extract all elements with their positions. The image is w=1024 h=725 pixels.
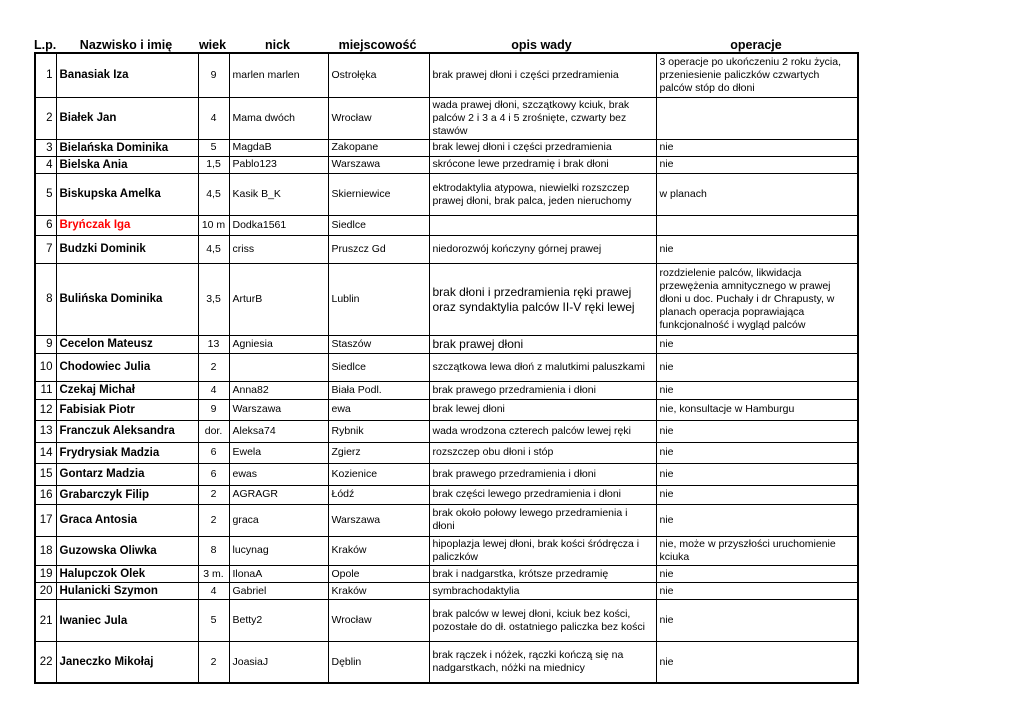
cell-operations: nie xyxy=(656,353,858,381)
table-row xyxy=(35,156,858,173)
cell-nick: Dodka1561 xyxy=(229,216,328,236)
cell-lp: 19 xyxy=(35,565,56,582)
table-row xyxy=(35,442,858,463)
cell-city: Staszów xyxy=(328,336,429,354)
cell-lp: 3 xyxy=(35,139,56,156)
cell-defect xyxy=(429,216,656,236)
cell-operations: nie xyxy=(656,156,858,173)
cell-lp: 8 xyxy=(35,264,56,336)
cell-city: Dęblin xyxy=(328,642,429,683)
header-age: wiek xyxy=(198,38,227,52)
cell-name: Frydrysiak Madzia xyxy=(56,442,198,463)
table-row xyxy=(35,236,858,264)
cell-lp: 7 xyxy=(35,236,56,264)
cell-name: Czekaj Michał xyxy=(56,381,198,399)
cell-age: 4,5 xyxy=(198,236,229,264)
cell-age: 3 m. xyxy=(198,565,229,582)
cell-city: Skierniewice xyxy=(328,174,429,216)
table-row xyxy=(35,53,858,97)
cell-name: Bryńczak Iga xyxy=(56,216,198,236)
cell-defect: brak prawego przedramienia i dłoni xyxy=(429,463,656,485)
cell-nick: Pablo123 xyxy=(229,156,328,173)
cell-lp: 13 xyxy=(35,420,56,442)
cell-name: Białek Jan xyxy=(56,97,198,139)
cell-defect: wada prawej dłoni, szczątkowy kciuk, brak palców 2 i 3 a 4 i 5 zrośnięte, czwarty bez stawów xyxy=(429,97,656,139)
cell-name: Banasiak Iza xyxy=(56,53,198,97)
cell-lp: 12 xyxy=(35,399,56,420)
table-row xyxy=(35,485,858,504)
cell-age: 4 xyxy=(198,97,229,139)
cell-nick: Ewela xyxy=(229,442,328,463)
cell-nick: Mama dwóch xyxy=(229,97,328,139)
cell-name: Bielańska Dominika xyxy=(56,139,198,156)
cell-age: 4 xyxy=(198,583,229,600)
cell-nick: Gabriel xyxy=(229,583,328,600)
cell-age: 6 xyxy=(198,442,229,463)
cell-name: Bulińska Dominika xyxy=(56,264,198,336)
patients-table xyxy=(34,52,859,684)
table-row xyxy=(35,420,858,442)
cell-defect: brak rączek i nóżek, rączki kończą się na nadgarstkach, nóżki na miednicy xyxy=(429,642,656,683)
cell-city: Kraków xyxy=(328,583,429,600)
table-row xyxy=(35,463,858,485)
table-row xyxy=(35,399,858,420)
cell-defect: wada wrodzona czterech palców lewej ręki xyxy=(429,420,656,442)
header-nick: nick xyxy=(264,38,290,52)
cell-operations: nie, może w przyszłości uruchomienie kciuka xyxy=(656,536,858,565)
cell-age: 4,5 xyxy=(198,174,229,216)
cell-nick: ewas xyxy=(229,463,328,485)
table-row xyxy=(35,381,858,399)
cell-defect: brak prawej dłoni i części przedramienia xyxy=(429,53,656,97)
cell-age: 9 xyxy=(198,53,229,97)
cell-operations: rozdzielenie palców, likwidacja przewężenia amnitycznego w prawej dłoni u doc. Puchały i dr Chrapusty, w planach operacja poprawiająca funkcjonalność i wygląd palców xyxy=(656,264,858,336)
cell-nick: graca xyxy=(229,504,328,536)
cell-operations: nie xyxy=(656,336,858,354)
cell-lp: 16 xyxy=(35,485,56,504)
cell-operations: nie xyxy=(656,139,858,156)
cell-city: Pruszcz Gd xyxy=(328,236,429,264)
cell-lp: 1 xyxy=(35,53,56,97)
cell-city: Wrocław xyxy=(328,97,429,139)
cell-operations: nie xyxy=(656,485,858,504)
cell-city: Zgierz xyxy=(328,442,429,463)
table-header-row xyxy=(34,34,859,52)
cell-age: 5 xyxy=(198,139,229,156)
cell-defect: brak około połowy lewego przedramienia i dłoni xyxy=(429,504,656,536)
cell-name: Grabarczyk Filip xyxy=(56,485,198,504)
cell-defect: niedorozwój kończyny górnej prawej xyxy=(429,236,656,264)
cell-operations: nie, konsultacje w Hamburgu xyxy=(656,399,858,420)
cell-age: 3,5 xyxy=(198,264,229,336)
cell-name: Budzki Dominik xyxy=(56,236,198,264)
cell-city: Lublin xyxy=(328,264,429,336)
cell-name: Graca Antosia xyxy=(56,504,198,536)
cell-city: Kozienice xyxy=(328,463,429,485)
cell-name: Chodowiec Julia xyxy=(56,353,198,381)
cell-city: Ostrołęka xyxy=(328,53,429,97)
cell-lp: 6 xyxy=(35,216,56,236)
cell-lp: 18 xyxy=(35,536,56,565)
cell-city: Opole xyxy=(328,565,429,582)
cell-name: Bielska Ania xyxy=(56,156,198,173)
header-lp: L.p. xyxy=(34,38,57,52)
cell-defect: symbrachodaktylia xyxy=(429,583,656,600)
cell-operations: nie xyxy=(656,504,858,536)
header-name: Nazwisko i imię xyxy=(79,38,173,52)
cell-operations: nie xyxy=(656,236,858,264)
cell-city: Warszawa xyxy=(328,156,429,173)
cell-name: Fabisiak Piotr xyxy=(56,399,198,420)
cell-nick: Aleksa74 xyxy=(229,420,328,442)
cell-lp: 22 xyxy=(35,642,56,683)
cell-lp: 21 xyxy=(35,600,56,642)
cell-nick: JoasiaJ xyxy=(229,642,328,683)
cell-defect: brak dłoni i przedramienia ręki prawej oraz syndaktylia palców II-V ręki lewej xyxy=(429,264,656,336)
cell-operations: nie xyxy=(656,463,858,485)
cell-defect: brak i nadgarstka, krótsze przedramię xyxy=(429,565,656,582)
table-row xyxy=(35,353,858,381)
table-row xyxy=(35,565,858,582)
table-row xyxy=(35,600,858,642)
cell-age: 2 xyxy=(198,485,229,504)
cell-age: 1,5 xyxy=(198,156,229,173)
cell-city: Biała Podl. xyxy=(328,381,429,399)
cell-age: 13 xyxy=(198,336,229,354)
cell-city: Wrocław xyxy=(328,600,429,642)
cell-age: 2 xyxy=(198,504,229,536)
cell-lp: 14 xyxy=(35,442,56,463)
cell-defect: szczątkowa lewa dłoń z malutkimi paluszkami xyxy=(429,353,656,381)
cell-name: Iwaniec Jula xyxy=(56,600,198,642)
cell-lp: 17 xyxy=(35,504,56,536)
cell-defect: brak prawego przedramienia i dłoni xyxy=(429,381,656,399)
cell-name: Janeczko Mikołaj xyxy=(56,642,198,683)
table-row xyxy=(35,536,858,565)
cell-name: Cecelon Mateusz xyxy=(56,336,198,354)
cell-city: Rybnik xyxy=(328,420,429,442)
cell-name: Halupczok Olek xyxy=(56,565,198,582)
cell-nick: AGRAGR xyxy=(229,485,328,504)
cell-lp: 10 xyxy=(35,353,56,381)
cell-city: Kraków xyxy=(328,536,429,565)
cell-defect: brak lewej dłoni i części przedramienia xyxy=(429,139,656,156)
cell-nick: MagdaB xyxy=(229,139,328,156)
cell-name: Guzowska Oliwka xyxy=(56,536,198,565)
cell-age: 9 xyxy=(198,399,229,420)
table-row xyxy=(35,139,858,156)
header-defect: opis wady xyxy=(511,38,572,52)
cell-nick: Kasik B_K xyxy=(229,174,328,216)
cell-name: Biskupska Amelka xyxy=(56,174,198,216)
cell-defect: brak prawej dłoni xyxy=(429,336,656,354)
cell-operations: nie xyxy=(656,420,858,442)
cell-lp: 4 xyxy=(35,156,56,173)
cell-defect: hipoplazja lewej dłoni, brak kości śródręcza i paliczków xyxy=(429,536,656,565)
cell-lp: 20 xyxy=(35,583,56,600)
cell-nick: ArturB xyxy=(229,264,328,336)
cell-nick: lucynag xyxy=(229,536,328,565)
cell-age: 2 xyxy=(198,353,229,381)
cell-nick: Agniesia xyxy=(229,336,328,354)
header-city: miejscowość xyxy=(338,38,417,52)
cell-age: 4 xyxy=(198,381,229,399)
cell-defect: brak palców w lewej dłoni, kciuk bez kości, pozostałe do dł. ostatniego paliczka bez kości xyxy=(429,600,656,642)
cell-operations: nie xyxy=(656,381,858,399)
cell-defect: rozszczep obu dłoni i stóp xyxy=(429,442,656,463)
cell-name: Gontarz Madzia xyxy=(56,463,198,485)
cell-operations: nie xyxy=(656,642,858,683)
table-row xyxy=(35,336,858,354)
cell-age: 10 m xyxy=(198,216,229,236)
cell-age: 6 xyxy=(198,463,229,485)
cell-nick: IlonaA xyxy=(229,565,328,582)
cell-operations: 3 operacje po ukończeniu 2 roku życia, przeniesienie paliczków czwartych palców stóp do dłoni xyxy=(656,53,858,97)
cell-age: dor. xyxy=(198,420,229,442)
cell-lp: 11 xyxy=(35,381,56,399)
header-operations: operacje xyxy=(730,38,782,52)
cell-nick: Betty2 xyxy=(229,600,328,642)
cell-age: 5 xyxy=(198,600,229,642)
cell-city: Zakopane xyxy=(328,139,429,156)
table-row xyxy=(35,264,858,336)
cell-defect: brak lewej dłoni xyxy=(429,399,656,420)
cell-name: Franczuk Aleksandra xyxy=(56,420,198,442)
cell-lp: 5 xyxy=(35,174,56,216)
table-row xyxy=(35,216,858,236)
document-page xyxy=(34,34,859,684)
cell-defect: brak części lewego przedramienia i dłoni xyxy=(429,485,656,504)
table-row xyxy=(35,504,858,536)
cell-operations: nie xyxy=(656,565,858,582)
cell-nick: criss xyxy=(229,236,328,264)
cell-city: Warszawa xyxy=(328,504,429,536)
cell-city: Siedlce xyxy=(328,353,429,381)
table-row xyxy=(35,642,858,683)
cell-operations xyxy=(656,216,858,236)
cell-operations xyxy=(656,97,858,139)
cell-city: ewa xyxy=(328,399,429,420)
cell-operations: nie xyxy=(656,600,858,642)
cell-operations: nie xyxy=(656,583,858,600)
cell-age: 8 xyxy=(198,536,229,565)
cell-defect: skrócone lewe przedramię i brak dłoni xyxy=(429,156,656,173)
cell-nick: Warszawa xyxy=(229,399,328,420)
cell-nick: marlen marlen xyxy=(229,53,328,97)
table-row xyxy=(35,583,858,600)
table-row xyxy=(35,97,858,139)
cell-name: Hulanicki Szymon xyxy=(56,583,198,600)
cell-city: Łódź xyxy=(328,485,429,504)
cell-lp: 9 xyxy=(35,336,56,354)
cell-lp: 2 xyxy=(35,97,56,139)
cell-defect: ektrodaktylia atypowa, niewielki rozszczep prawej dłoni, brak palca, jeden nieruchomy xyxy=(429,174,656,216)
cell-age: 2 xyxy=(198,642,229,683)
cell-operations: w planach xyxy=(656,174,858,216)
cell-operations: nie xyxy=(656,442,858,463)
cell-lp: 15 xyxy=(35,463,56,485)
table-row xyxy=(35,174,858,216)
cell-nick: Anna82 xyxy=(229,381,328,399)
cell-city: Siedlce xyxy=(328,216,429,236)
cell-nick xyxy=(229,353,328,381)
